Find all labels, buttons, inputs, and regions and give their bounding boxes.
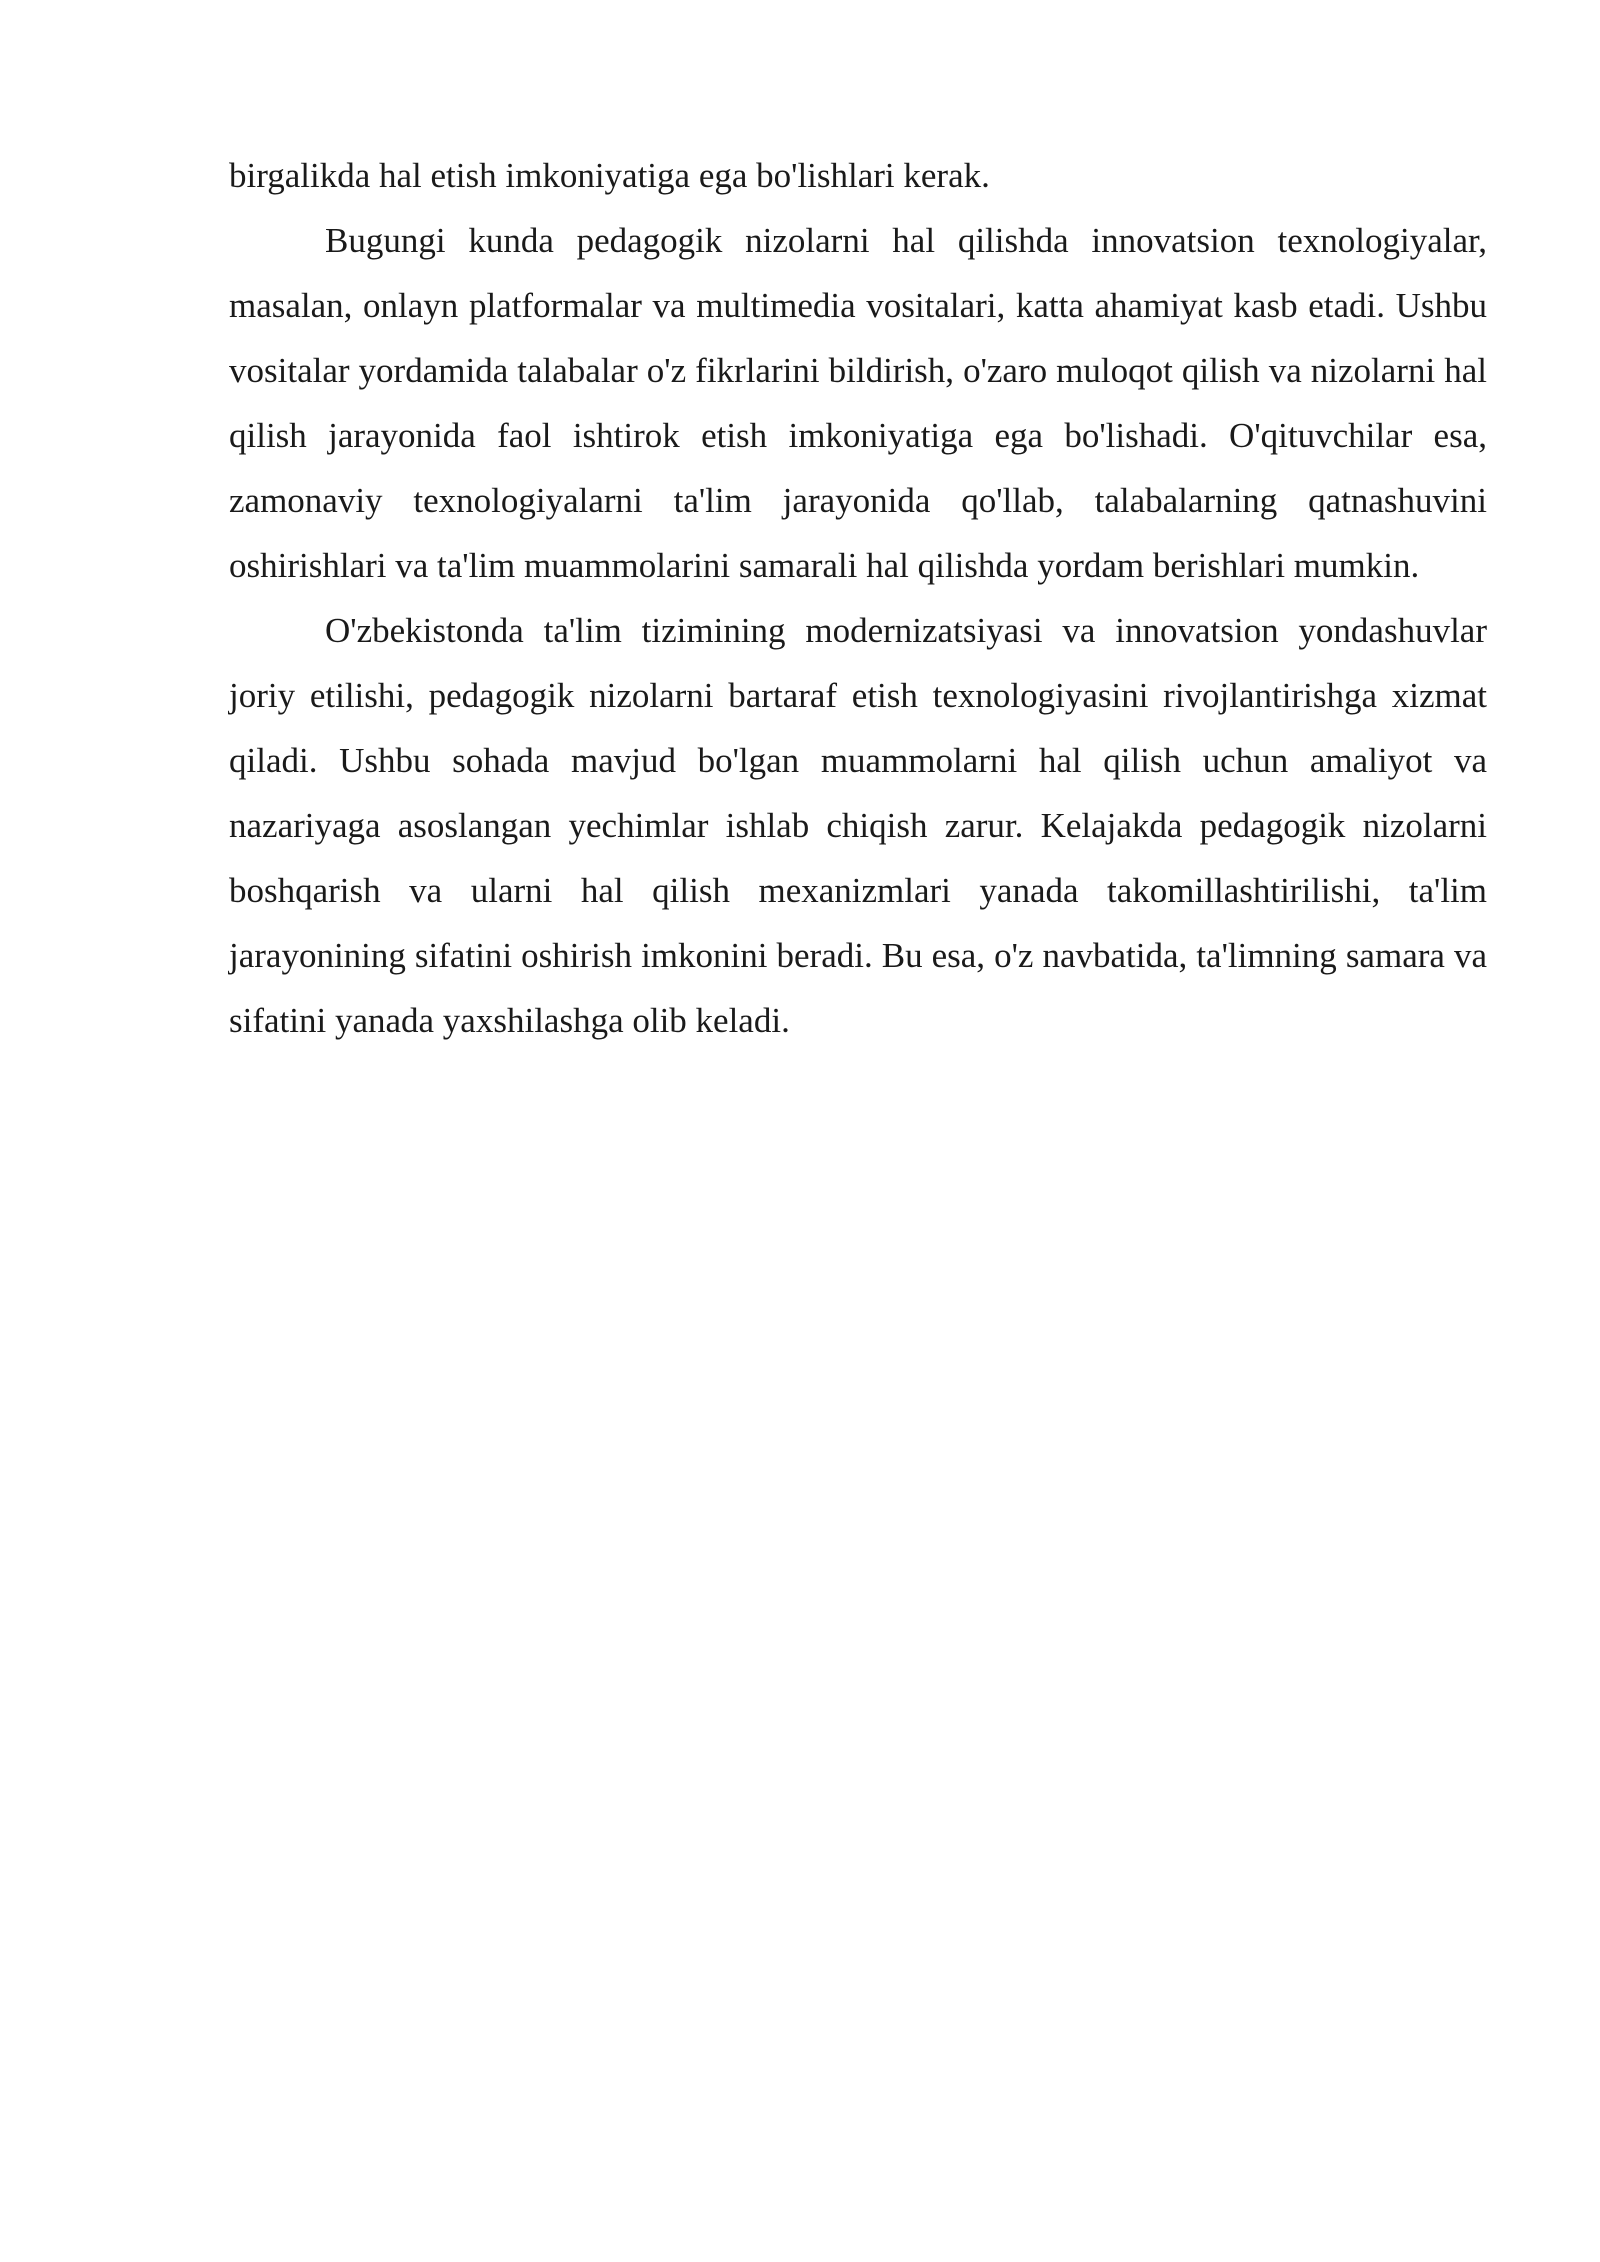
paragraph-continuation: birgalikda hal etish imkoniyatiga ega bo'lishlari kerak. [229, 156, 990, 195]
paragraph-innovative-technologies: Bugungi kunda pedagogik nizolarni hal qilishda innovatsion texnologiyalar, masalan, onlayn platformalar va multimedia vositalari, katta ahamiyat kasb etadi. Ushbu vositalar yordamida talabalar o'z fikrlarini bildirish, o'zaro muloqot qilish va nizolarni hal qilish jarayonida faol ishtirok etish imkoniyatiga ega bo'lishadi. O'qituvchilar esa, zamonaviy texnologiyalarni ta'lim jarayonida qo'llab, talabalarning qatnashuvini oshirishlari va ta'lim muammolarini samarali hal qilishda yordam berishlari mumkin. [229, 221, 1487, 585]
paragraph-uzbekistan-education: O'zbekistonda ta'lim tizimining modernizatsiyasi va innovatsion yondashuvlar joriy etilishi, pedagogik nizolarni bartaraf etish texnologiyasini rivojlantirishga xizmat qiladi. Ushbu sohada mavjud bo'lgan muammolarni hal qilish uchun amaliyot va nazariyaga asoslangan yechimlar ishlab chiqish zarur. Kelajakda pedagogik nizolarni boshqarish va ularni hal qilish mexanizmlari yanada takomillashtirilishi, ta'lim jarayonining sifatini oshirish imkonini beradi. Bu esa, o'z navbatida, ta'limning samara va sifatini yanada yaxshilashga olib keladi. [229, 611, 1487, 1040]
body-text [229, 143, 1487, 1053]
